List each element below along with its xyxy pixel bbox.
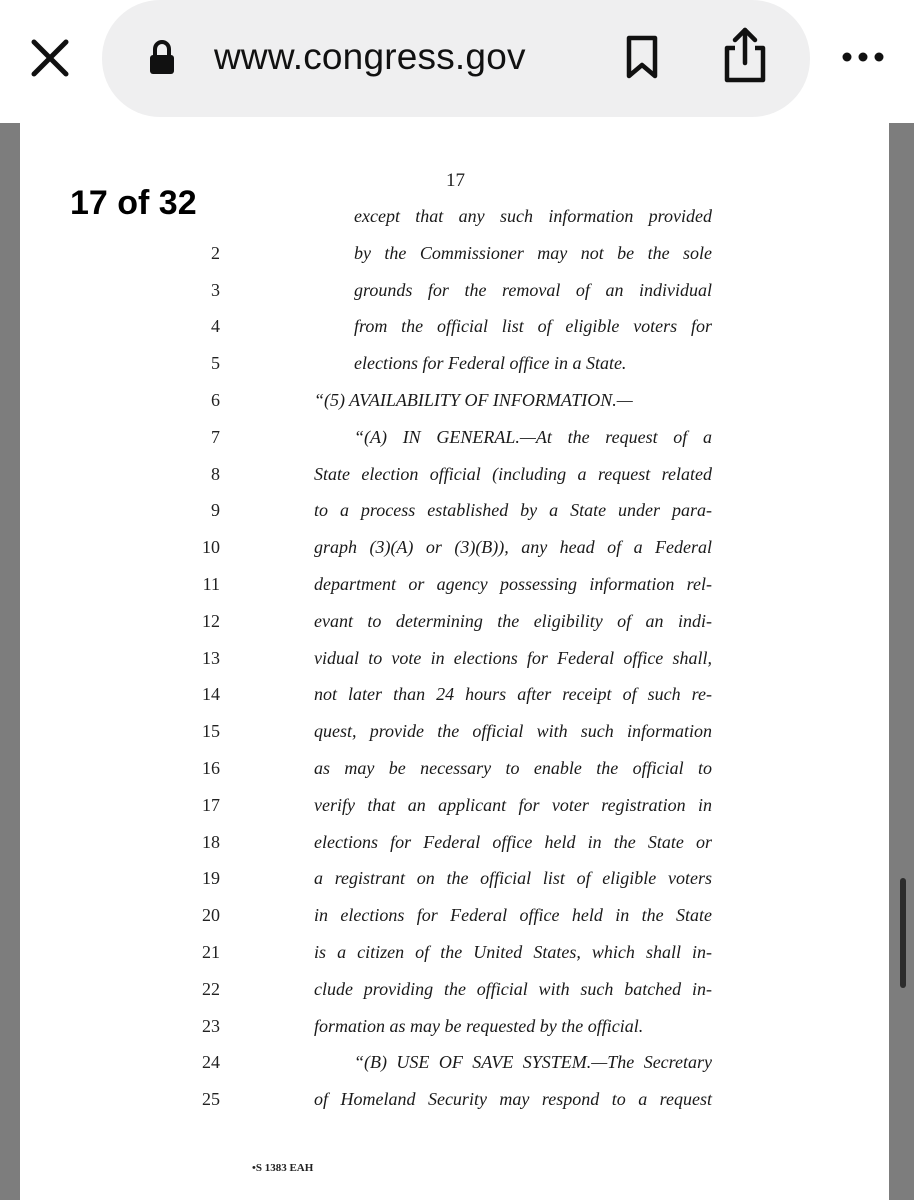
line-number: 2 <box>211 242 220 263</box>
document-line: verify that an applicant for voter registration in <box>314 794 712 815</box>
line-number: 10 <box>202 537 220 558</box>
line-number: 18 <box>202 831 220 852</box>
line-number: 4 <box>211 316 220 337</box>
line-number: 19 <box>202 868 220 889</box>
bookmark-icon <box>622 34 662 80</box>
line-number: 21 <box>202 942 220 962</box>
close-button[interactable] <box>26 34 74 82</box>
document-line: vidual to vote in elections for Federal office shall, <box>314 647 712 668</box>
document-line: is a citizen of the United States, which shall in- <box>314 942 712 962</box>
browser-toolbar <box>0 0 914 123</box>
document-line: not later than 24 hours after receipt of such re- <box>314 684 712 705</box>
line-number: 7 <box>211 426 220 447</box>
document-line: to a process established by a State under para- <box>314 500 712 521</box>
share-icon <box>718 26 772 84</box>
line-number: 14 <box>202 684 220 705</box>
document-line: “(B) USE OF SAVE SYSTEM.—The Secretary <box>354 1052 712 1073</box>
line-number: 6 <box>211 390 220 410</box>
page-counter: 17 of 32 <box>70 184 197 222</box>
line-number: 11 <box>202 574 220 594</box>
document-line: quest, provide the official with such information <box>314 721 712 742</box>
more-button[interactable] <box>840 48 886 66</box>
line-number: 5 <box>211 353 220 374</box>
line-number: 22 <box>202 978 220 999</box>
line-number: 17 <box>202 794 220 815</box>
document-line: graph (3)(A) or (3)(B)), any head of a Federal <box>314 537 712 558</box>
line-number: 23 <box>202 1015 220 1036</box>
more-icon <box>840 48 886 66</box>
document-line: grounds for the removal of an individual <box>354 279 712 300</box>
document-line: of Homeland Security may respond to a request <box>314 1089 712 1110</box>
line-number: 13 <box>202 647 220 668</box>
line-number: 20 <box>202 905 220 926</box>
line-number: 15 <box>202 721 220 742</box>
document-line: department or agency possessing information rel- <box>314 574 712 594</box>
document-line: evant to determining the eligibility of an indi- <box>314 610 712 631</box>
document-line: except that any such information provided <box>354 206 712 226</box>
line-number: 12 <box>202 610 220 631</box>
document-line: elections for Federal office in a State. <box>354 353 627 374</box>
document-line: “(A) IN GENERAL.—At the request of a <box>354 426 712 447</box>
lock-icon <box>146 38 178 78</box>
document-line: State election official (including a request related <box>314 463 712 484</box>
line-number: 16 <box>202 758 220 778</box>
document-line: formation as may be requested by the official. <box>314 1015 644 1036</box>
document-line: clude providing the official with such batched in- <box>314 978 712 999</box>
viewer-background-left <box>0 123 20 1200</box>
viewer-background-right <box>889 123 914 1200</box>
line-number: 8 <box>211 463 220 484</box>
close-icon <box>26 34 74 82</box>
line-number: 25 <box>202 1089 220 1110</box>
url-text[interactable]: www.congress.gov <box>214 36 526 77</box>
line-number: 9 <box>211 500 220 521</box>
bookmark-button[interactable] <box>622 34 662 80</box>
document-line: elections for Federal office held in the State or <box>314 831 712 852</box>
document-line: by the Commissioner may not be the sole <box>354 242 712 263</box>
scrollbar-thumb[interactable] <box>900 878 906 988</box>
document-line: as may be necessary to enable the official to <box>314 758 712 778</box>
document-page-number: 17 <box>446 170 465 191</box>
bill-identifier: •S 1383 EAH <box>252 1162 314 1174</box>
line-number: 24 <box>202 1052 220 1073</box>
document-line: “(5) AVAILABILITY OF INFORMATION.— <box>314 390 633 410</box>
share-button[interactable] <box>718 26 772 84</box>
document-line: a registrant on the official list of eligible voters <box>314 868 712 889</box>
line-number: 3 <box>211 279 220 300</box>
document-line: from the official list of eligible voters for <box>354 316 712 337</box>
document-line: in elections for Federal office held in the State <box>314 905 712 926</box>
